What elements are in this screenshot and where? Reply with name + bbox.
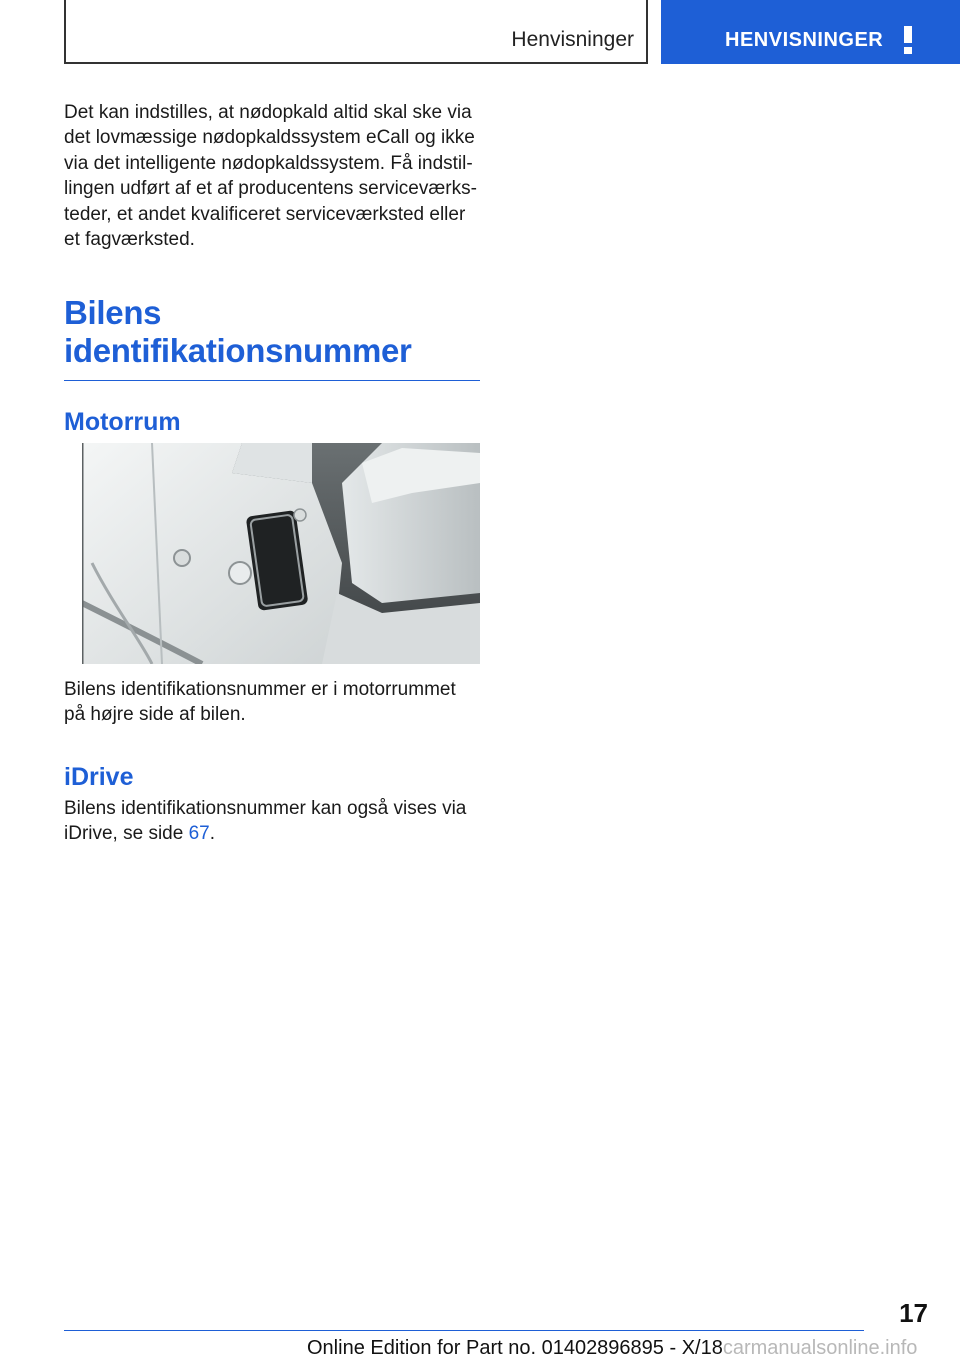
section-rule xyxy=(64,380,480,381)
engine-bay-drawing xyxy=(82,443,480,664)
subheading-motorrum: Motorrum xyxy=(64,408,181,437)
caption-line: på højre side af bilen. xyxy=(64,704,246,726)
header-section-box xyxy=(64,0,648,64)
footer-rule xyxy=(64,1330,864,1331)
exclamation-icon xyxy=(901,26,915,54)
intro-line: Det kan indstilles, at nødopkald altid skal ske via xyxy=(64,102,472,123)
header-chapter-tab[interactable] xyxy=(661,0,960,64)
idrive-line: Bilens identifikationsnummer kan også vises via xyxy=(64,798,467,819)
section-heading xyxy=(64,294,480,370)
intro-line: et fagværksted. xyxy=(64,229,195,251)
intro-line: teder, et andet kvalificeret serviceværksted eller xyxy=(64,203,466,225)
subheading-idrive: iDrive xyxy=(64,763,134,791)
idrive-paragraph xyxy=(64,796,480,847)
idrive-line-suffix: . xyxy=(209,823,216,845)
motorrum-caption xyxy=(64,677,480,728)
engine-bay-illustration xyxy=(82,443,480,664)
intro-paragraph xyxy=(64,100,480,252)
idrive-line-prefix: iDrive, se side xyxy=(64,823,189,845)
header-section-title: Henvisninger xyxy=(511,28,634,51)
section-heading-line: Bilens xyxy=(64,294,162,332)
edition-text: Online Edition for Part no. 01402896895 - X/18 xyxy=(307,1337,723,1359)
header-chapter-label: HENVISNINGER xyxy=(725,29,884,51)
footer-edition xyxy=(307,1337,917,1360)
idrive-section xyxy=(64,762,480,847)
page-reference-link[interactable]: 67 xyxy=(188,823,210,845)
page-number: 17 xyxy=(899,1298,928,1328)
main-content xyxy=(64,100,480,437)
intro-line: via det intelligente nødopkaldssystem. Få indstil- xyxy=(64,152,473,174)
section-heading-line: identifikationsnummer xyxy=(64,332,412,370)
caption-line: Bilens identifikationsnummer er i motorrummet xyxy=(64,679,456,700)
intro-line: lingen udført af et af producentens serviceværks- xyxy=(64,178,477,200)
intro-line: det lovmæssige nødopkaldssystem eCall og ikke xyxy=(64,127,475,149)
watermark-text: carmanualsonline.info xyxy=(722,1337,918,1359)
